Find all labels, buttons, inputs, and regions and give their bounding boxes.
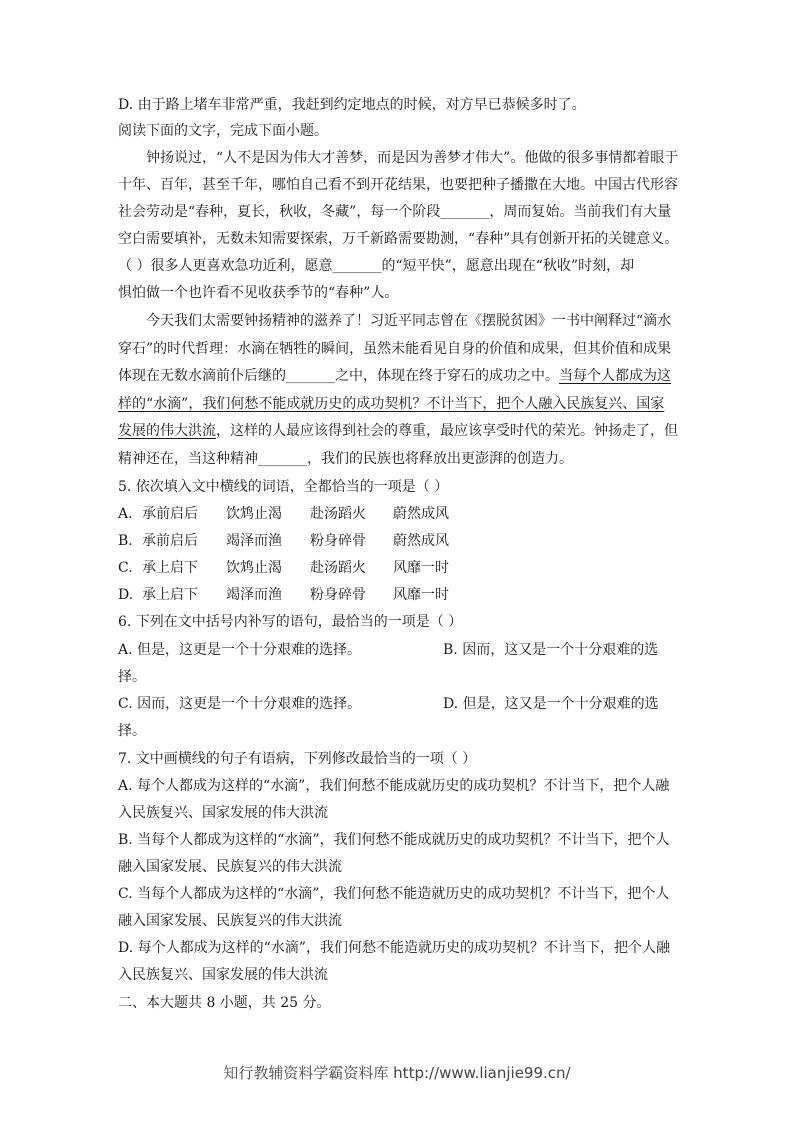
section-2-heading: 二、本大题共 8 小题，共 25 分。 [118,995,331,1011]
option-word-2: 饮鸩止渴 [226,506,282,522]
underlined-sentence-part2: 样的“水滴”，我们何愁不能成就历史的成功契机？不计当下，把个人融入民族复兴、国家 [118,396,665,412]
option-word-2: 竭泽而渔 [226,533,282,549]
reading-instruction: 阅读下面的文字，完成下面小题。 [118,123,328,139]
passage-p1-line4: 空白需要填补，无数未知需要探索，万千新路需要勘测，“春种”具有创新开拓的关键意义。 [118,231,679,247]
q7-option-b-line2: 融入国家发展、民族复兴的伟大洪流 [118,859,342,875]
option-label: B. [118,533,133,549]
option-d-previous-question: D. 由于路上堵车非常严重，我赶到约定地点的时候，对方早已恭候多时了。 [118,97,586,113]
passage-p1-line1: 钟扬说过，“人不是因为伟大才善梦，而是因为善梦才伟大”。他做的很多事情都着眼于 [146,150,679,166]
q7-option-a-line2: 入民族复兴、国家发展的伟大洪流 [118,805,328,821]
option-word-2: 饮鸩止渴 [226,560,282,576]
option-word-4: 风靡一时 [393,560,449,576]
passage-p1-line2: 十年、百年，甚至千年，哪怕自己看不到开花结果，也要把种子播撒在大地。中国古代形容 [118,177,678,193]
passage-p2-line3 [118,363,678,389]
q7-option-c-line2: 融入国家发展、民族复兴的伟大洪流 [118,913,342,929]
option-word-4: 蔚然成风 [393,533,449,549]
passage-p2-line5 [118,418,678,444]
q7-option-d-line2: 入民族复兴、国家发展的伟大洪流 [118,967,328,983]
passage-p2-line1: 今天我们太需要钟扬精神的滋养了！习近平同志曾在《摆脱贫困》一书中阐释过“滴水 [146,313,672,329]
q5-option-c [118,555,678,581]
underlined-sentence-part1: 当每个人都成为这 [559,368,671,384]
q6-option-d-wrap: 择。 [118,723,146,739]
q6-option-b: B. 因而，这又是一个十分艰难的选 [443,642,659,658]
passage-p2-line2: 穿石”的时代哲理：水滴在牺牲的瞬间，虽然未能看见自身的价值和成果，但其价值和成果 [118,341,672,357]
passage-p1-line6: 惧怕做一个也许看不见收获季节的“春种”人。 [118,285,399,301]
option-word-1: 承前启后 [142,533,198,549]
q7-option-d-line1: D. 每个人都成为这样的“水滴”，我们何愁不能造就历史的成功契机？不计当下，把个人融 [118,940,670,956]
passage-p2-line5-text: ，这样的人最应该得到社会的尊重，最应该享受时代的荣光。钟扬走了，但 [216,423,678,439]
passage-p1-line5: （ ）很多人更喜欢急功近利，愿意_______的“短平快”，愿意出现在“秋收”时刻，却 [118,258,635,274]
question-5-stem: 5. 依次填入文中横线的词语，全都恰当的一项是（ ） [118,479,449,495]
option-word-3: 赴汤蹈火 [310,506,366,522]
footer-watermark: 知行教辅资料学霸资料库 http://www.lianjie99.cn/ [223,1064,571,1082]
q7-option-a-line1: A. 每个人都成为这样的“水滴”，我们何愁不能成就历史的成功契机？不计当下，把个人融 [118,778,670,794]
option-label: D. [118,587,134,603]
option-word-4: 蔚然成风 [393,506,449,522]
option-word-1: 承上启下 [142,587,198,603]
option-word-1: 承上启下 [142,560,198,576]
q5-option-b [118,528,678,554]
q6-option-c: C. 因而，这更是一个十分艰难的选择。 [118,696,362,712]
q6-option-d: D. 但是，这又是一个十分艰难的选 [443,696,659,712]
passage-p2-line3-text: 体现在无数水滴前仆后继的_______之中，体现在终于穿石的成功之中。 [118,368,559,384]
q6-option-b-wrap: 择。 [118,669,146,685]
option-word-3: 赴汤蹈火 [310,560,366,576]
passage-p1-line3: 社会劳动是“春种，夏长，秋收，冬藏”，每一个阶段_______，周而复始。当前我们有大量 [118,204,672,220]
question-7-stem: 7. 文中画横线的句子有语病，下列修改最恰当的一项（ ） [118,751,477,767]
option-word-3: 粉身碎骨 [310,533,366,549]
q6-option-a: A. 但是，这更是一个十分艰难的选择。 [118,642,362,658]
q5-option-d [118,582,678,608]
option-word-1: 承前启后 [142,506,198,522]
underlined-sentence-part3: 发展的伟大洪流 [118,423,216,439]
passage-p2-line6: 精神还在，当这种精神_______，我们的民族也将释放出更澎湃的创造力。 [118,451,573,467]
q7-option-c-line1: C. 当每个人都成为这样的“水滴”，我们何愁不能造就历史的成功契机？不计当下，把个人 [118,886,670,902]
q7-option-b-line1: B. 当每个人都成为这样的“水滴”，我们何愁不能成就历史的成功契机？不计当下，把个人 [118,832,670,848]
option-label: A. [118,506,133,522]
option-label: C. [118,560,133,576]
option-word-4: 风靡一时 [393,587,449,603]
q5-option-a [118,501,678,527]
option-word-2: 竭泽而渔 [226,587,282,603]
question-6-stem: 6. 下列在文中括号内补写的语句，最恰当的一项是（ ） [118,614,463,630]
option-word-3: 粉身碎骨 [310,587,366,603]
